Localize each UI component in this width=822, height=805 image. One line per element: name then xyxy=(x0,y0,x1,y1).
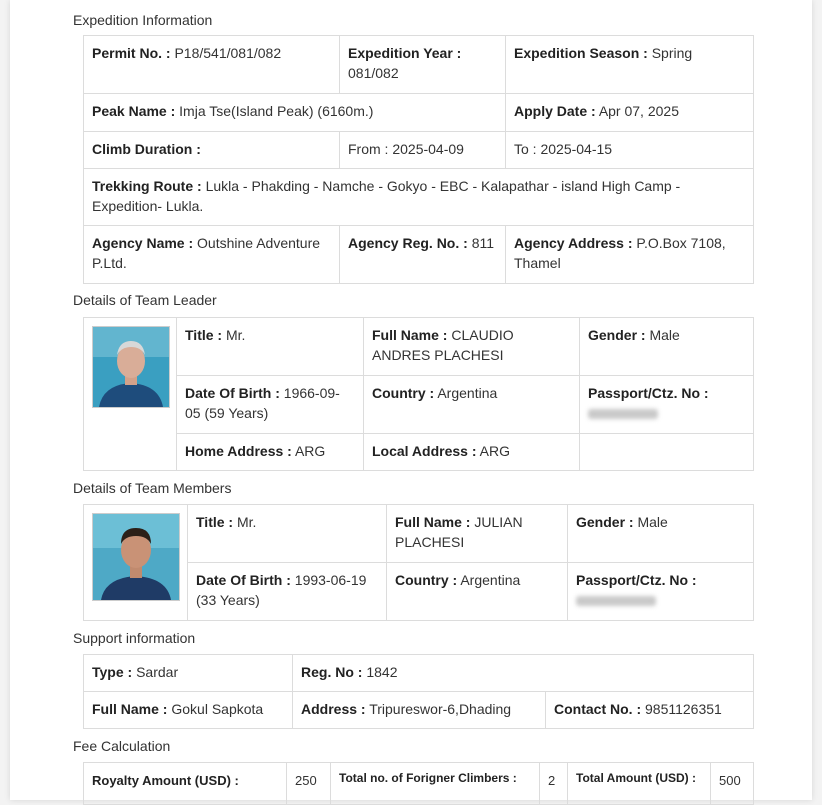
field-label: Gender : xyxy=(588,327,646,343)
member-photo xyxy=(92,513,180,601)
route-cell xyxy=(84,169,754,226)
field-label: Title : xyxy=(196,514,234,530)
agency-address-cell xyxy=(506,226,754,284)
climbers-count: 2 xyxy=(540,763,568,805)
duration-to: To : 2025-04-15 xyxy=(506,132,754,169)
field-label: Climb Duration : xyxy=(92,141,201,157)
member-photo-cell xyxy=(84,505,188,621)
field-label: Passport/Ctz. No : xyxy=(588,385,709,401)
climbers-label-cell xyxy=(331,763,540,805)
expedition-year: 081/082 xyxy=(348,65,399,81)
leader-name-cell xyxy=(364,318,580,376)
field-label: Agency Address : xyxy=(514,235,633,251)
support-contact-cell xyxy=(546,692,754,729)
peak-cell xyxy=(84,94,506,132)
field-label: Permit No. : xyxy=(92,45,171,61)
field-label: Agency Name : xyxy=(92,235,194,251)
support-full-name: Gokul Sapkota xyxy=(171,701,264,717)
member-dob-cell xyxy=(188,563,387,621)
leader-local-cell xyxy=(364,434,580,471)
field-label: Full Name : xyxy=(395,514,471,530)
royalty-label-cell xyxy=(84,763,287,805)
field-label: Type : xyxy=(92,664,133,680)
permit-document xyxy=(10,0,812,800)
support-reg-cell xyxy=(293,655,754,692)
support-type: Sardar xyxy=(136,664,179,680)
leader-dob-cell xyxy=(177,376,364,434)
field-label: Apply Date : xyxy=(514,103,596,119)
expedition-season: Spring xyxy=(651,45,693,61)
leader-full-name: CLAUDIO ANDRES PLACHESI xyxy=(372,327,514,363)
field-label: Peak Name : xyxy=(92,103,176,119)
apply-date: Apr 07, 2025 xyxy=(598,103,679,119)
apply-date-cell xyxy=(506,94,754,132)
field-label: Local Address : xyxy=(372,443,477,459)
support-address-cell xyxy=(293,692,546,729)
field-label: Country : xyxy=(372,385,435,401)
redacted-passport xyxy=(576,596,656,606)
section-title-leader: Details of Team Leader xyxy=(73,292,217,308)
member-gender-cell xyxy=(568,505,754,563)
agency-name: Outshine Adventure P.Ltd. xyxy=(92,235,321,271)
field-label: Gender : xyxy=(576,514,634,530)
leader-title: Mr. xyxy=(225,327,246,343)
section-title-expedition: Expedition Information xyxy=(73,12,213,28)
field-label: Full Name : xyxy=(92,701,168,717)
field-label: Home Address : xyxy=(185,443,292,459)
field-label: Expedition Season : xyxy=(514,45,648,61)
member-name-cell xyxy=(387,505,568,563)
field-label: Expedition Year : xyxy=(348,45,462,61)
leader-gender: Male xyxy=(649,327,680,343)
field-label: Trekking Route : xyxy=(92,178,202,194)
field-label: Date Of Birth : xyxy=(185,385,280,401)
redacted-passport xyxy=(588,409,658,419)
leader-local-address: ARG xyxy=(479,443,510,459)
field-label: Contact No. : xyxy=(554,701,642,717)
field-label: Total Amount (USD) : xyxy=(576,771,696,785)
leader-dob: 1966-09-05 (59 Years) xyxy=(185,385,340,421)
field-label: Total no. of Forigner Climbers : xyxy=(339,771,517,785)
member-gender: Male xyxy=(637,514,668,530)
agency-address: P.O.Box 7108, Thamel xyxy=(514,235,726,271)
leader-gender-cell xyxy=(580,318,754,376)
leader-passport-cell xyxy=(580,376,754,434)
support-address: Tripureswor-6,Dhading xyxy=(369,701,512,717)
fee-table xyxy=(83,762,754,805)
season-cell xyxy=(506,36,754,94)
leader-table xyxy=(83,317,754,471)
leader-country: Argentina xyxy=(437,385,498,401)
support-table xyxy=(83,654,754,729)
leader-home-cell xyxy=(177,434,364,471)
leader-title-cell xyxy=(177,318,364,376)
total-label-cell xyxy=(568,763,711,805)
support-contact: 9851126351 xyxy=(645,701,722,717)
field-label: Title : xyxy=(185,327,223,343)
field-label: Passport/Ctz. No : xyxy=(576,572,697,588)
leader-photo-cell xyxy=(84,318,177,471)
leader-country-cell xyxy=(364,376,580,434)
agency-reg-cell xyxy=(340,226,506,284)
member-full-name: JULIAN PLACHESI xyxy=(395,514,523,550)
duration-cell xyxy=(84,132,340,169)
member-country: Argentina xyxy=(460,572,521,588)
trekking-route: Lukla - Phakding - Namche - Gokyo - EBC - Kalapathar - island High Camp - Expedition- Lukla. xyxy=(92,178,681,214)
support-reg-number: 1842 xyxy=(366,664,398,680)
peak-name: Imja Tse(Island Peak) (6160m.) xyxy=(179,103,374,119)
field-label: Reg. No : xyxy=(301,664,363,680)
member-table xyxy=(83,504,754,621)
agency-reg-number: 811 xyxy=(471,235,495,251)
field-label: Full Name : xyxy=(372,327,448,343)
field-label: Country : xyxy=(395,572,458,588)
expedition-table xyxy=(83,35,754,284)
royalty-amount: 250 xyxy=(287,763,331,805)
agency-cell xyxy=(84,226,340,284)
member-country-cell xyxy=(387,563,568,621)
total-amount: 500 xyxy=(711,763,754,805)
member-title: Mr. xyxy=(236,514,257,530)
year-cell xyxy=(340,36,506,94)
member-passport-cell xyxy=(568,563,754,621)
member-title-cell xyxy=(188,505,387,563)
section-title-fee: Fee Calculation xyxy=(73,738,171,754)
support-name-cell xyxy=(84,692,293,729)
support-type-cell xyxy=(84,655,293,692)
empty-cell xyxy=(580,434,754,471)
field-label: Address : xyxy=(301,701,366,717)
leader-home-address: ARG xyxy=(294,443,326,459)
duration-from: From : 2025-04-09 xyxy=(340,132,506,169)
field-label: Royalty Amount (USD) : xyxy=(92,773,239,788)
section-title-support: Support information xyxy=(73,630,196,646)
field-label: Date Of Birth : xyxy=(196,572,291,588)
member-dob: 1993-06-19 (33 Years) xyxy=(196,572,367,608)
field-label: Agency Reg. No. : xyxy=(348,235,468,251)
permit-number: P18/541/081/082 xyxy=(174,45,282,61)
permit-cell xyxy=(84,36,340,94)
section-title-members: Details of Team Members xyxy=(73,480,232,496)
leader-photo xyxy=(92,326,170,408)
